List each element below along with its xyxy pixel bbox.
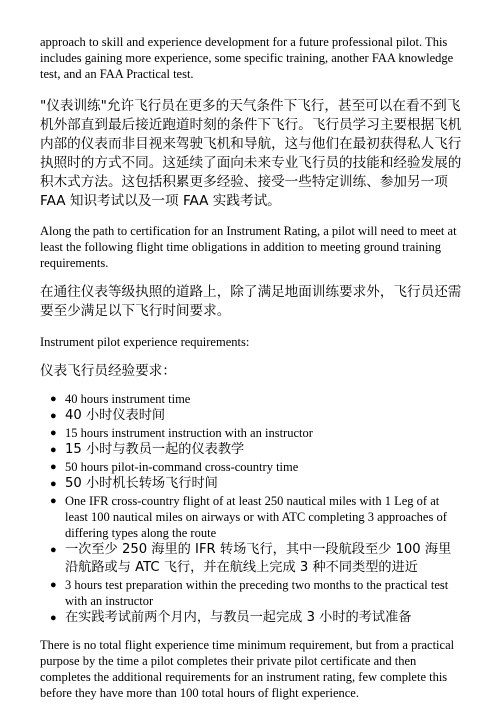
bullet-icon: ● (50, 544, 57, 556)
list-item-text: One IFR cross-country flight of at least 250 nautical miles with 1 Leg of at least 100 nautical miles on airways or with ATC completing 3 approaches of differing types along the route (65, 494, 447, 540)
intro-paragraph-zh: "仪表训练"允许飞行员在更多的天气条件下飞行，甚至可以在看不到飞机外部直到最后接近跑道时刻的条件下飞行。飞行员学习主要根据飞机内部的仪表而非目视来驾驶飞机和导航，这与他们在最初获得私人飞行执照时的方式不同。这延续了面向未来专业飞行员的技能和经验发展的积木式方法。这包括积累更多经验、接受一些特定训练、参加另一项 FAA 知识考试以及一项 FAA 实践考试。 (40, 98, 462, 209)
bullet-icon: ● (50, 478, 57, 490)
list-item-text: 3 hours test preparation within the preceding two months to the practical test with an instructor (65, 578, 449, 608)
list-item (40, 459, 464, 475)
bullet-icon: ● (50, 461, 57, 473)
requirements-list (40, 391, 464, 627)
list-item (40, 441, 464, 459)
list-item (40, 475, 464, 493)
list-item-text: 一次至少 250 海里的 IFR 转场飞行，其中一段航段至少 100 海里沿航路或与 ATC 飞行，并在航线上完成 3 种不同类型的进近 (65, 542, 452, 575)
bullet-icon: ● (50, 427, 57, 439)
list-item (40, 609, 464, 627)
list-item (40, 425, 464, 441)
list-item (40, 577, 464, 609)
list-item (40, 391, 464, 407)
requirements-heading-zh: 仪表飞行员经验要求： (40, 363, 176, 379)
bullet-icon: ● (50, 444, 57, 456)
list-item-text: 50 hours pilot-in-command cross-country time (65, 460, 299, 474)
list-item (40, 493, 464, 541)
bullet-icon: ● (50, 410, 57, 422)
path-paragraph-en: Along the path to certification for an Instrument Rating, a pilot will need to meet at least the following flight time obligations in addition to meeting ground training requirements. (40, 224, 457, 270)
list-item-text: 15 hours instrument instruction with an instructor (65, 426, 313, 440)
list-item (40, 541, 464, 577)
document-page (40, 34, 464, 701)
requirements-heading-en: Instrument pilot experience requirements: (40, 335, 250, 349)
list-item (40, 407, 464, 425)
bullet-icon: ● (50, 393, 57, 405)
intro-paragraph-en: approach to skill and experience development for a future professional pilot. This includes gaining more experience, some specific training, another FAA knowledge test, and an FAA Practical test. (40, 35, 454, 81)
bullet-icon: ● (50, 612, 57, 624)
bullet-icon: ● (50, 579, 57, 591)
list-item-text: 50 小时机长转场飞行时间 (65, 476, 218, 491)
list-item-text: 40 hours instrument time (65, 392, 191, 406)
list-item-text: 在实践考试前两个月内，与教员一起完成 3 小时的考试准备 (65, 610, 412, 625)
list-item-text: 40 小时仪表时间 (65, 408, 166, 423)
closing-paragraph-en: There is no total flight experience time minimum requirement, but from a practical purpose by the time a pilot completes their private pilot certificate and then completes the additional requirements for an instrument rating, few complete this before they have more than 100 total hours of flight experience. (40, 638, 455, 700)
list-item-text: 15 小时与教员一起的仪表教学 (65, 442, 245, 457)
path-paragraph-zh: 在通往仪表等级执照的道路上，除了满足地面训练要求外，飞行员还需要至少满足以下飞行时间要求。 (40, 284, 462, 319)
bullet-icon: ● (50, 495, 57, 507)
